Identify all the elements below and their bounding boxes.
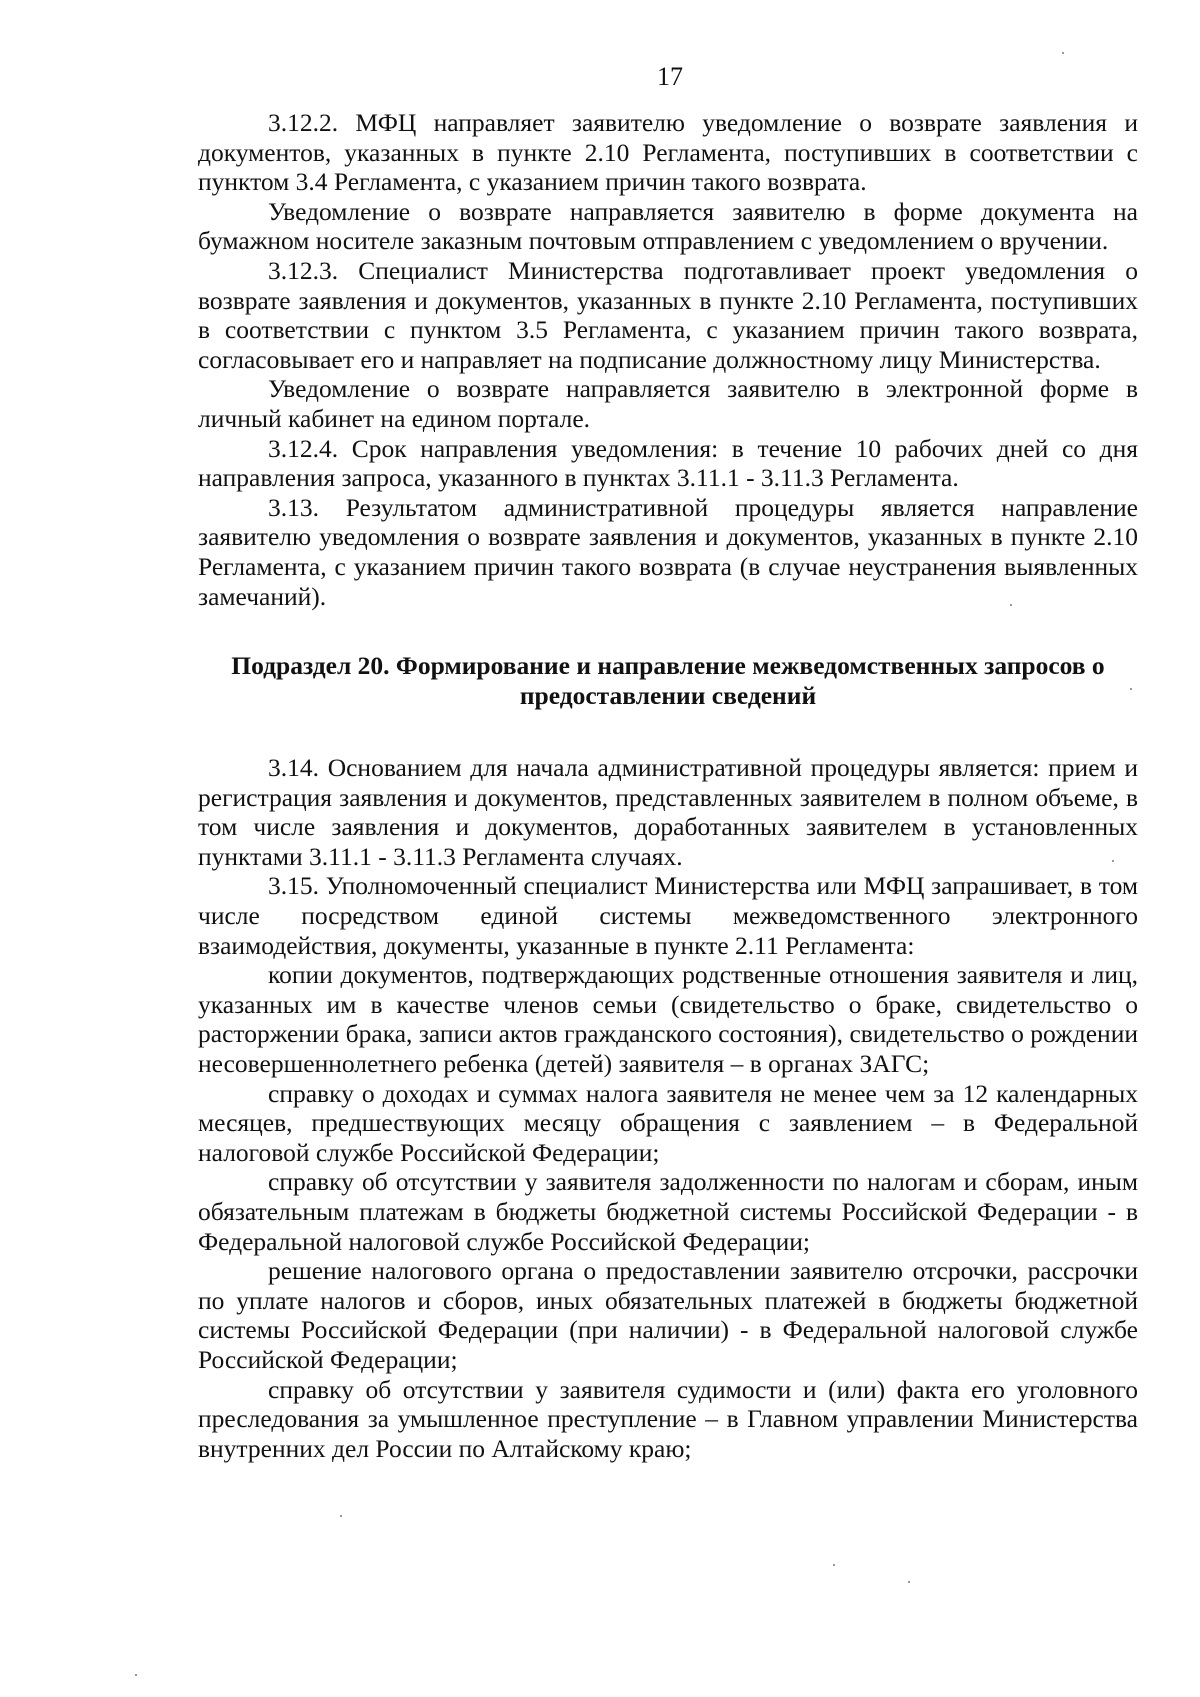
list-item-zags: копии документов, подтверждающих родственные отношения заявителя и лиц, указанных им в качестве членов семьи (свидетельство о браке, свидетельство о расторжении брака, записи актов гражданского состояния), свидетельство о рождении несовершеннолетнего ребенка (детей) заявителя – в органах ЗАГС; xyxy=(198,960,1138,1079)
scan-speck xyxy=(135,1674,137,1676)
list-item-tax-deferral: решение налогового органа о предоставлении заявителю отсрочки, рассрочки по уплате налогов и сборов, иных обязательных платежей в бюджеты бюджетной системы Российской Федерации (при наличии) - в Федеральной налоговой службе Российской Федерации; xyxy=(198,1256,1138,1374)
paragraph-notice-electronic: Уведомление о возврате направляется заявителю в электронной форме в личный кабинет на едином портале. xyxy=(198,374,1138,433)
section-heading-line-1: Подраздел 20. Формирование и направление межведомственных запросов о xyxy=(231,651,1105,681)
scan-speck xyxy=(1112,860,1114,862)
paragraph-3-15: 3.15. Уполномоченный специалист Министерства или МФЦ запрашивает, в том числе посредством единой системы межведомственного электронного взаимодействия, документы, указанные в пункте 2.11 Регламента: xyxy=(198,871,1138,960)
scan-speck xyxy=(1062,52,1064,54)
paragraph-3-12-3: 3.12.3. Специалист Министерства подготавливает проект уведомления о возврате заявления и документов, указанных в пункте 2.10 Регламента, поступивших в соответствии с пунктом 3.5 Регламента, с указанием причин такого возврата, согласовывает его и направляет на подписание должностному лицу Министерства. xyxy=(198,255,1138,374)
paragraph-3-12-2: 3.12.2. МФЦ направляет заявителю уведомление о возврате заявления и документов, указанных в пункте 2.10 Регламента, поступивших в соответствии с пунктом 3.4 Регламента, с указанием причин такого возврата. xyxy=(198,108,1138,197)
scan-speck xyxy=(1010,604,1012,606)
scan-speck xyxy=(908,1581,910,1583)
scan-speck xyxy=(340,1515,342,1517)
paragraph-3-13: 3.13. Результатом административной процедуры является направление заявителю уведомления о возврате заявления и документов, указанных в пункте 2.10 Регламента, с указанием причин такого возврата (в случае неустранения выявленных замечаний). xyxy=(198,492,1138,611)
paragraph-notice-paper: Уведомление о возврате направляется заявителю в форме документа на бумажном носителе заказным почтовым отправлением с уведомлением о вручении. xyxy=(198,196,1138,256)
scan-speck xyxy=(1130,688,1132,690)
scan-speck xyxy=(833,1564,835,1566)
document-body xyxy=(198,108,1138,1463)
section-heading-line-2: предоставлении сведений xyxy=(519,681,817,711)
paragraph-3-12-4: 3.12.4. Срок направления уведомления: в течение 10 рабочих дней со дня направления запроса, указанного в пунктах 3.11.1 - 3.11.3 Регламента. xyxy=(198,433,1138,493)
list-item-tax-debt: справку об отсутствии у заявителя задолженности по налогам и сборам, иным обязательным платежам в бюджеты бюджетной системы Российской Федерации - в Федеральной налоговой службе Российской Федерации; xyxy=(198,1167,1138,1256)
list-item-income: справку о доходах и суммах налога заявителя не менее чем за 12 календарных месяцев, предшествующих месяцу обращения с заявлением – в Федеральной налоговой службе Российской Федерации; xyxy=(198,1078,1138,1167)
list-item-criminal-record: справку об отсутствии у заявителя судимости и (или) факта его уголовного преследования за умышленное преступление – в Главном управлении Министерства внутренних дел России по Алтайскому краю; xyxy=(198,1374,1138,1463)
section-heading xyxy=(198,651,1138,711)
page-number: 17 xyxy=(657,62,683,91)
paragraph-3-14: 3.14. Основанием для начала административной процедуры является: прием и регистрация заявления и документов, представленных заявителем в полном объеме, в том числе заявления и документов, доработанных заявителем в установленных пунктами 3.11.1 - 3.11.3 Регламента случаях. xyxy=(198,753,1138,871)
